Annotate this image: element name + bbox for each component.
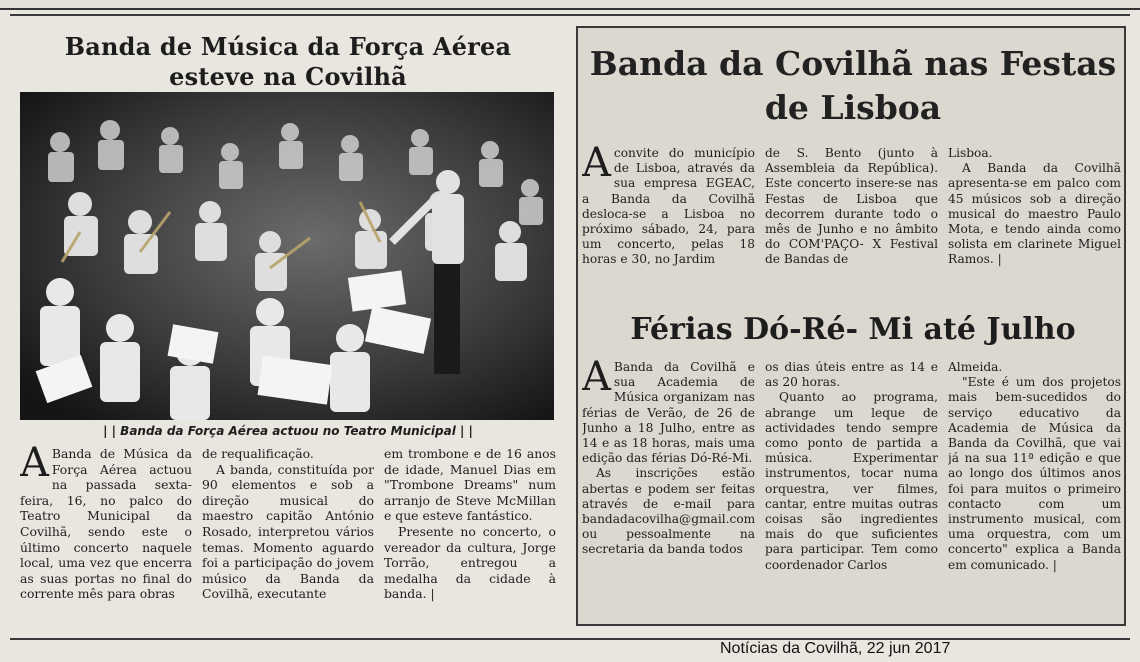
- column-text: em trombone e de 16 anos de idade, Manuel Dias em "Trombone Dreams" num arranjo de Steve McMillan e que esteve fantástico.: [384, 446, 556, 524]
- article-title-ferias: Férias Dó-Ré- Mi até Julho: [630, 312, 1076, 347]
- article-column-3: [948, 360, 1121, 622]
- column-text: de S. Bento (junto à Assembleia da República). Este concerto insere-se nas Festas de Lisboa que decorrem durante todo o mês de Junho e no âmbito do COM'PAÇO- X Festival de Bandas de: [765, 146, 938, 267]
- article-column-3: [384, 446, 556, 630]
- band-concert-photo: [20, 92, 554, 420]
- column-text: Presente no concerto, o vereador da cultura, Jorge Torrão, entregou a medalha da cidade à banda. |: [384, 523, 556, 602]
- column-text: A Banda da Covilhã apresenta-se em palco com 45 músicos sob a direção musical do maestro Paulo Mota, e tendo ainda como solista em clarinete Miguel Ramos. |: [948, 161, 1121, 267]
- column-text: de requalificação.: [202, 446, 314, 461]
- article-column-1: [582, 146, 755, 316]
- article-column-3: [948, 146, 1121, 316]
- article-column-1: [582, 360, 755, 622]
- article-column-1: [20, 446, 192, 630]
- drop-cap: A: [582, 146, 611, 186]
- column-text: Almeida.: [948, 360, 1003, 374]
- column-text: A banda, constituída por 90 elementos e sob a direção musical do maestro capitão António Rosado, interpretou vários temas. Momento aguardo foi a participação do jovem músico da Banda da Covilhã, executante: [202, 461, 374, 602]
- page-top-rule: [0, 0, 1140, 10]
- article-body-ferias: [582, 360, 1122, 622]
- article-forca-aerea: [18, 22, 558, 630]
- column-text: As inscrições estão abertas e podem ser feitas através de e-mail para bandadacovilha@gmail.com ou pessoalmente na secretaria da banda todos: [582, 466, 755, 557]
- column-text: Lisboa.: [948, 146, 993, 160]
- column-text: Banda da Covilhã e sua Academia de Música organizam nas férias de Verão, de 26 de Junho a 18 Julho, entre as 14 e as 18 horas, mais uma edição das férias Dó-Ré-Mi.: [582, 360, 755, 466]
- drop-cap: A: [582, 360, 611, 400]
- column-text: "Este é um dos projetos mais bem-sucedidos do serviço educativo da Academia de Música da Banda da Covilhã, que vai já na sua 11ª edição e que ao longo dos últimos anos foi para muitos o primeiro contacto com um instrumento musical, com uma orquestra, com um concerto" explica a Banda em comunicado. |: [948, 375, 1121, 572]
- article-column-2: [765, 360, 938, 622]
- right-panel: [576, 26, 1126, 626]
- column-text: Quanto ao programa, abrange um leque de actividades tendo sempre como ponto de partida a música. Experimentar instrumentos, tocar numa orquestra, ver filmes, cantar, entre muitas outras coisas são ingredientes mais do que suficientes para participar. Tem como coordenador Carlos: [765, 390, 938, 572]
- article-body-festas: [582, 146, 1122, 316]
- column-text: convite do município de Lisboa, através da sua empresa EGEAC, a Banda da Covilhã desloca-se a Lisboa no próximo sábado, 24, para um concerto, pelas 18 horas e 30, no Jardim: [582, 146, 755, 267]
- column-text: Banda de Música da Força Aérea actuou na passada sexta-feira, 16, no palco do Teatro Municipal da Covilhã, sendo este o último concerto naquele local, uma vez que encerra as suas portas no final do corrente mês para obras: [20, 446, 192, 602]
- photo-caption: | | Banda da Força Aérea actuou no Teatro Municipal | |: [103, 424, 473, 438]
- source-line: Notícias da Covilhã, 22 jun 2017: [720, 640, 951, 657]
- drop-cap: A: [20, 446, 49, 486]
- article-title: Banda de Música da Força Aérea esteve na Covilhã: [64, 32, 512, 91]
- column-text: os dias úteis entre as 14 e as 20 horas.: [765, 360, 938, 390]
- article-column-2: [765, 146, 938, 316]
- article-column-2: [202, 446, 374, 630]
- article-body: [20, 446, 556, 630]
- article-title-festas: Banda da Covilhã nas Festas de Lisboa: [589, 44, 1117, 127]
